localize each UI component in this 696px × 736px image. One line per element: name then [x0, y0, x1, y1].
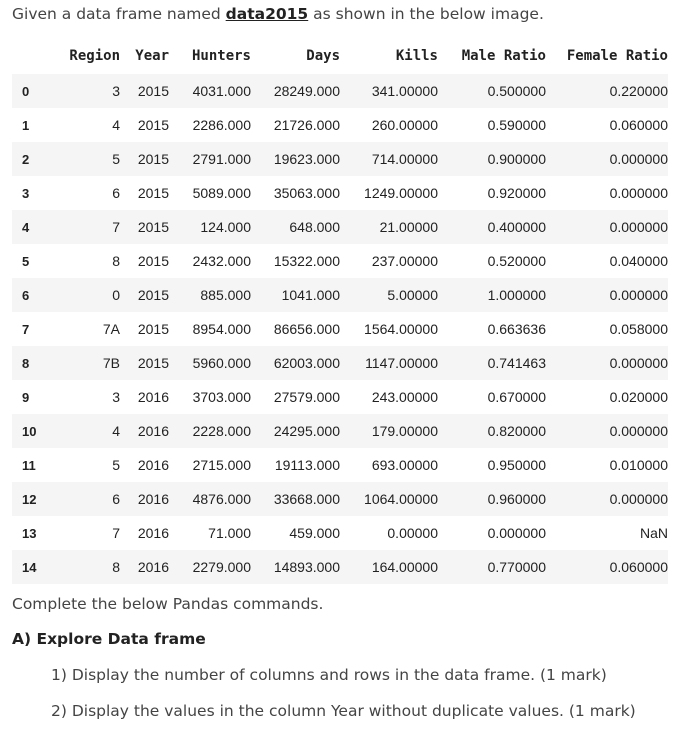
column-header-male-ratio: Male Ratio — [461, 48, 546, 64]
cell-male-ratio: 0.400000 — [487, 219, 546, 235]
cell-days: 27579.000 — [273, 389, 340, 405]
cell-days: 19113.000 — [274, 457, 340, 473]
cell-year: 2015 — [137, 287, 169, 303]
cell-region: 4 — [112, 423, 120, 439]
cell-days: 33668.000 — [273, 491, 340, 507]
row-index: 11 — [22, 457, 36, 473]
cell-hunters: 124.000 — [200, 219, 251, 235]
cell-female-ratio: 0.058000 — [609, 321, 668, 337]
cell-region: 4 — [112, 117, 120, 133]
column-header-year: Year — [135, 48, 169, 64]
row-index: 5 — [22, 253, 30, 269]
dataframe-name: data2015 — [225, 5, 309, 23]
cell-days: 62003.000 — [273, 355, 340, 371]
row-index: 6 — [22, 287, 30, 303]
cell-male-ratio: 0.670000 — [487, 389, 546, 405]
cell-region: 0 — [112, 287, 120, 303]
column-header-days: Days — [306, 48, 340, 64]
cell-year: 2016 — [137, 423, 169, 439]
intro-text — [12, 4, 544, 24]
cell-female-ratio: 0.000000 — [609, 355, 668, 371]
cell-male-ratio: 0.960000 — [487, 491, 546, 507]
table-body — [12, 74, 668, 584]
table-row — [12, 516, 668, 550]
table-row — [12, 210, 668, 244]
cell-female-ratio: 0.040000 — [609, 253, 668, 269]
cell-hunters: 2432.000 — [192, 253, 251, 269]
table-row — [12, 108, 668, 142]
table-row — [12, 312, 668, 346]
cell-region: 7B — [102, 355, 120, 371]
table-row — [12, 74, 668, 108]
table-row — [12, 380, 668, 414]
row-index: 3 — [22, 185, 30, 201]
row-index: 4 — [22, 219, 30, 235]
cell-year: 2015 — [137, 219, 169, 235]
cell-kills: 179.00000 — [371, 423, 438, 439]
cell-hunters: 5960.000 — [192, 355, 251, 371]
cell-kills: 260.00000 — [371, 117, 438, 133]
intro-suffix: as shown in the below image. — [308, 5, 544, 23]
table-row — [12, 346, 668, 380]
table-row — [12, 278, 668, 312]
cell-hunters: 2279.000 — [192, 559, 251, 575]
cell-female-ratio: 0.000000 — [609, 423, 668, 439]
row-index: 14 — [22, 559, 37, 575]
header-row — [12, 38, 668, 74]
cell-hunters: 3703.000 — [192, 389, 251, 405]
cell-female-ratio: 0.000000 — [609, 491, 668, 507]
cell-days: 28249.000 — [273, 83, 340, 99]
row-index: 8 — [22, 355, 30, 371]
cell-kills: 5.00000 — [387, 287, 438, 303]
table-row — [12, 482, 668, 516]
cell-male-ratio: 0.520000 — [487, 253, 546, 269]
cell-male-ratio: 0.500000 — [487, 83, 546, 99]
cell-year: 2015 — [137, 355, 169, 371]
cell-region: 8 — [112, 559, 120, 575]
cell-male-ratio: 0.920000 — [487, 185, 546, 201]
cell-hunters: 5089.000 — [192, 185, 251, 201]
cell-region: 6 — [112, 491, 120, 507]
cell-kills: 1064.00000 — [364, 491, 438, 507]
cell-male-ratio: 0.663636 — [487, 321, 546, 337]
cell-hunters: 885.000 — [200, 287, 251, 303]
cell-year: 2016 — [137, 457, 169, 473]
cell-female-ratio: 0.060000 — [609, 117, 668, 133]
cell-region: 7 — [112, 219, 120, 235]
cell-kills: 1147.00000 — [365, 355, 438, 371]
cell-days: 86656.000 — [273, 321, 340, 337]
cell-female-ratio: 0.020000 — [609, 389, 668, 405]
cell-days: 648.000 — [289, 219, 340, 235]
table-row — [12, 142, 668, 176]
cell-kills: 1249.00000 — [364, 185, 438, 201]
cell-year: 2015 — [137, 253, 169, 269]
cell-male-ratio: 0.590000 — [487, 117, 546, 133]
cell-female-ratio: 0.060000 — [609, 559, 668, 575]
cell-hunters: 4031.000 — [192, 83, 251, 99]
cell-male-ratio: 0.820000 — [487, 423, 546, 439]
question-list — [51, 664, 636, 736]
cell-female-ratio: 0.000000 — [609, 185, 668, 201]
cell-male-ratio: 0.950000 — [487, 457, 546, 473]
cell-region: 3 — [112, 83, 120, 99]
cell-kills: 341.00000 — [371, 83, 438, 99]
cell-hunters: 71.000 — [208, 525, 251, 541]
cell-male-ratio: 0.900000 — [487, 151, 546, 167]
cell-days: 24295.000 — [273, 423, 340, 439]
cell-hunters: 2715.000 — [192, 457, 251, 473]
row-index: 0 — [22, 83, 30, 99]
row-index: 10 — [22, 423, 37, 439]
column-header-female-ratio: Female Ratio — [566, 48, 668, 64]
cell-kills: 0.00000 — [387, 525, 438, 541]
cell-female-ratio: 0.000000 — [609, 151, 668, 167]
cell-days: 1041.000 — [281, 287, 340, 303]
row-index: 12 — [22, 491, 37, 507]
table-row — [12, 244, 668, 278]
cell-hunters: 4876.000 — [192, 491, 251, 507]
cell-region: 7 — [112, 525, 120, 541]
cell-female-ratio: NaN — [639, 525, 668, 541]
cell-kills: 1564.00000 — [364, 321, 438, 337]
cell-hunters: 2286.000 — [192, 117, 251, 133]
index-header — [12, 38, 50, 74]
column-header-region: Region — [69, 48, 120, 64]
cell-female-ratio: 0.000000 — [609, 219, 668, 235]
intro-prefix: Given a data frame named — [12, 5, 226, 23]
cell-male-ratio: 0.000000 — [487, 525, 546, 541]
cell-region: 5 — [112, 151, 120, 167]
instructions-text: Complete the below Pandas commands. — [12, 595, 324, 613]
row-index: 2 — [22, 151, 30, 167]
cell-days: 15322.000 — [273, 253, 340, 269]
question-item: 2) Display the values in the column Year without duplicate values. (1 mark) — [51, 702, 636, 720]
cell-year: 2015 — [137, 83, 169, 99]
row-index: 7 — [22, 321, 30, 337]
row-index: 13 — [22, 525, 37, 541]
cell-year: 2015 — [137, 185, 169, 201]
cell-year: 2015 — [137, 151, 169, 167]
cell-days: 35063.000 — [273, 185, 340, 201]
table-row — [12, 550, 668, 584]
cell-year: 2015 — [137, 321, 169, 337]
cell-male-ratio: 1.000000 — [487, 287, 546, 303]
cell-kills: 21.00000 — [379, 219, 438, 235]
cell-hunters: 8954.000 — [192, 321, 251, 337]
column-header-hunters: Hunters — [191, 48, 251, 64]
section-heading: A) Explore Data frame — [12, 630, 206, 648]
cell-region: 5 — [112, 457, 120, 473]
cell-female-ratio: 0.000000 — [609, 287, 668, 303]
cell-year: 2016 — [137, 559, 169, 575]
table-row — [12, 448, 668, 482]
cell-region: 7A — [102, 321, 120, 337]
cell-hunters: 2791.000 — [192, 151, 251, 167]
row-index: 9 — [22, 389, 30, 405]
table-row — [12, 414, 668, 448]
column-header-kills: Kills — [395, 48, 438, 64]
cell-male-ratio: 0.770000 — [487, 559, 546, 575]
cell-kills: 164.00000 — [371, 559, 438, 575]
row-index: 1 — [22, 117, 30, 133]
cell-year: 2015 — [137, 117, 169, 133]
table-row — [12, 176, 668, 210]
cell-kills: 714.00000 — [371, 151, 438, 167]
cell-year: 2016 — [137, 491, 169, 507]
cell-region: 8 — [112, 253, 120, 269]
cell-kills: 693.00000 — [371, 457, 438, 473]
cell-days: 14893.000 — [273, 559, 340, 575]
cell-days: 19623.000 — [273, 151, 340, 167]
cell-region: 3 — [112, 389, 120, 405]
question-item: 1) Display the number of columns and rows in the data frame. (1 mark) — [51, 666, 607, 684]
cell-kills: 237.00000 — [371, 253, 438, 269]
cell-female-ratio: 0.220000 — [609, 83, 668, 99]
cell-days: 21726.000 — [273, 117, 340, 133]
cell-male-ratio: 0.741463 — [487, 355, 546, 371]
cell-year: 2016 — [137, 525, 169, 541]
dataframe-table — [12, 38, 668, 584]
cell-hunters: 2228.000 — [192, 423, 251, 439]
cell-kills: 243.00000 — [371, 389, 438, 405]
cell-year: 2016 — [137, 389, 169, 405]
cell-days: 459.000 — [289, 525, 340, 541]
cell-female-ratio: 0.010000 — [609, 457, 668, 473]
cell-region: 6 — [112, 185, 120, 201]
